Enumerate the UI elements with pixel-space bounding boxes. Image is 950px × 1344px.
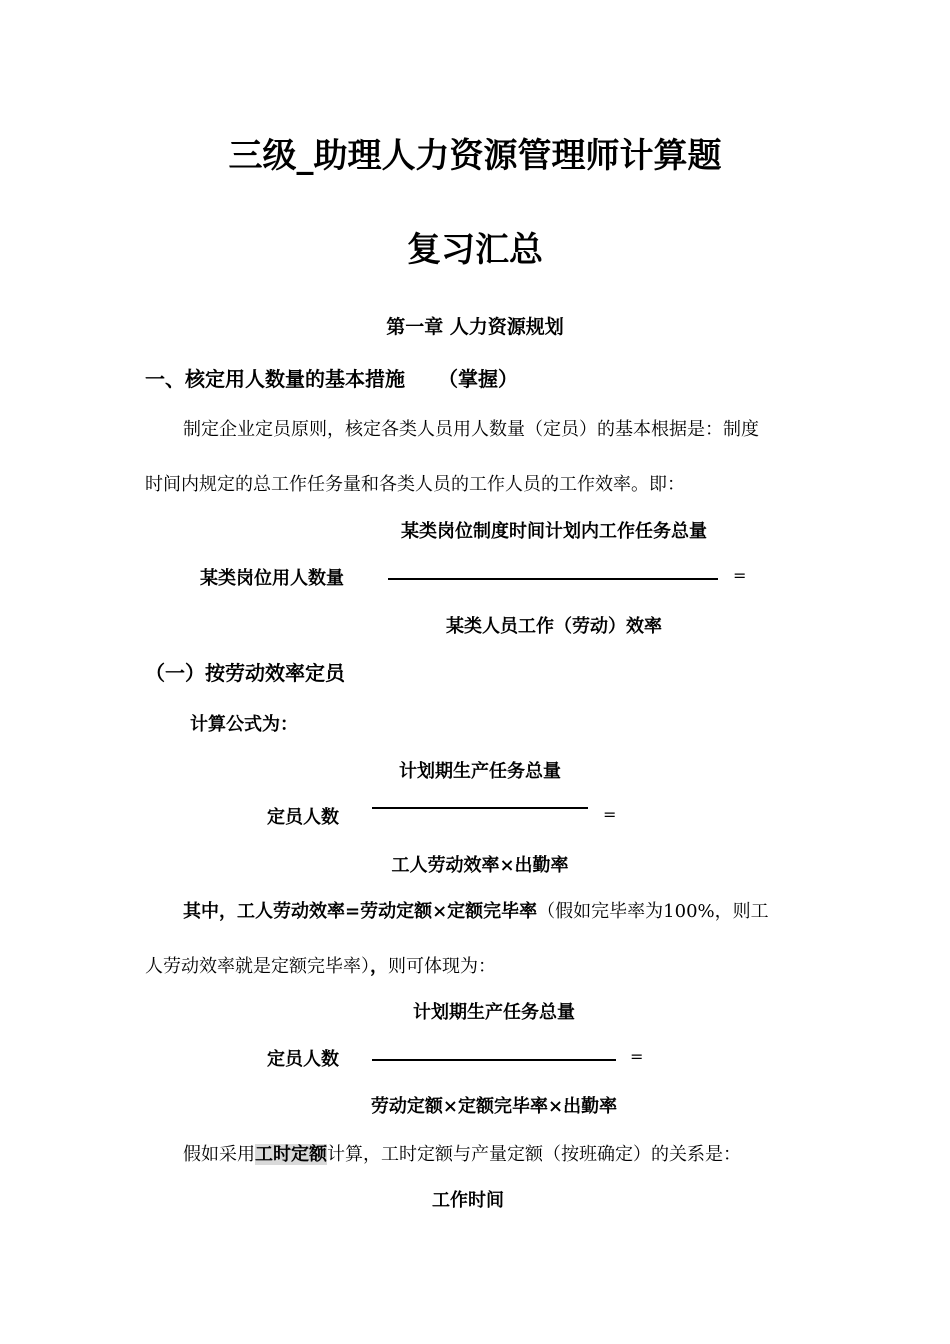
highlighted-term: 工时定额 [255, 1144, 327, 1165]
normal-text: 人劳动效率就是定额完毕率） [145, 956, 370, 977]
formula-denominator: 某类人员工作（劳动）效率 [446, 616, 662, 637]
section-heading-text: 一、核定用人数量的基本措施 [145, 367, 405, 391]
equals-sign: = [733, 566, 747, 585]
formula-numerator: 某类岗位制度时间计划内工作任务总量 [401, 521, 707, 542]
bold-text: ， [370, 956, 388, 977]
formula-denominator: 工人劳动效率×出勤率 [391, 855, 569, 876]
calc-label: 计算公式为： [190, 714, 298, 735]
bold-text: 其中，工人劳动效率=劳动定额×定额完毕率 [183, 901, 538, 922]
section-heading-note: （掌握） [437, 367, 518, 391]
paragraph-line [183, 1140, 741, 1166]
equals-sign: = [603, 805, 617, 824]
normal-text: 计算，工时定额与产量定额（按班确定）的关系是： [327, 1144, 741, 1165]
normal-text: 则可体现为： [388, 956, 496, 977]
formula-numerator: 计划期生产任务总量 [399, 761, 561, 782]
paragraph-line [183, 897, 769, 923]
formula-left-term: 定员人数 [267, 807, 339, 828]
formula-left-term: 某类岗位用人数量 [200, 568, 344, 589]
equals-sign: = [630, 1047, 644, 1066]
subsection-heading: （一）按劳动效率定员 [145, 661, 345, 685]
formula-left-term: 定员人数 [267, 1049, 339, 1070]
fraction-bar [372, 807, 588, 809]
normal-text: 假如采用 [183, 1144, 255, 1165]
fraction-bar [372, 1059, 616, 1061]
formula-numerator: 计划期生产任务总量 [413, 1002, 575, 1023]
normal-text: （假如完毕率为100%，则工 [537, 901, 769, 922]
paragraph-line [145, 952, 496, 978]
formula-numerator: 工作时间 [432, 1190, 504, 1211]
document-title-line1: 三级_助理人力资源管理师计算题 [228, 136, 722, 176]
section-heading [145, 363, 518, 392]
formula-denominator: 劳动定额×定额完毕率×出勤率 [370, 1096, 618, 1117]
fraction-bar [388, 578, 718, 580]
paragraph-line: 制定企业定员原则，核定各类人员用人数量（定员）的基本根据是：制度 [183, 419, 759, 440]
chapter-heading: 第一章 人力资源规划 [386, 316, 564, 338]
document-title-line2: 复习汇总 [407, 230, 543, 270]
paragraph-line: 时间内规定的总工作任务量和各类人员的工作人员的工作效率。即： [145, 474, 685, 495]
